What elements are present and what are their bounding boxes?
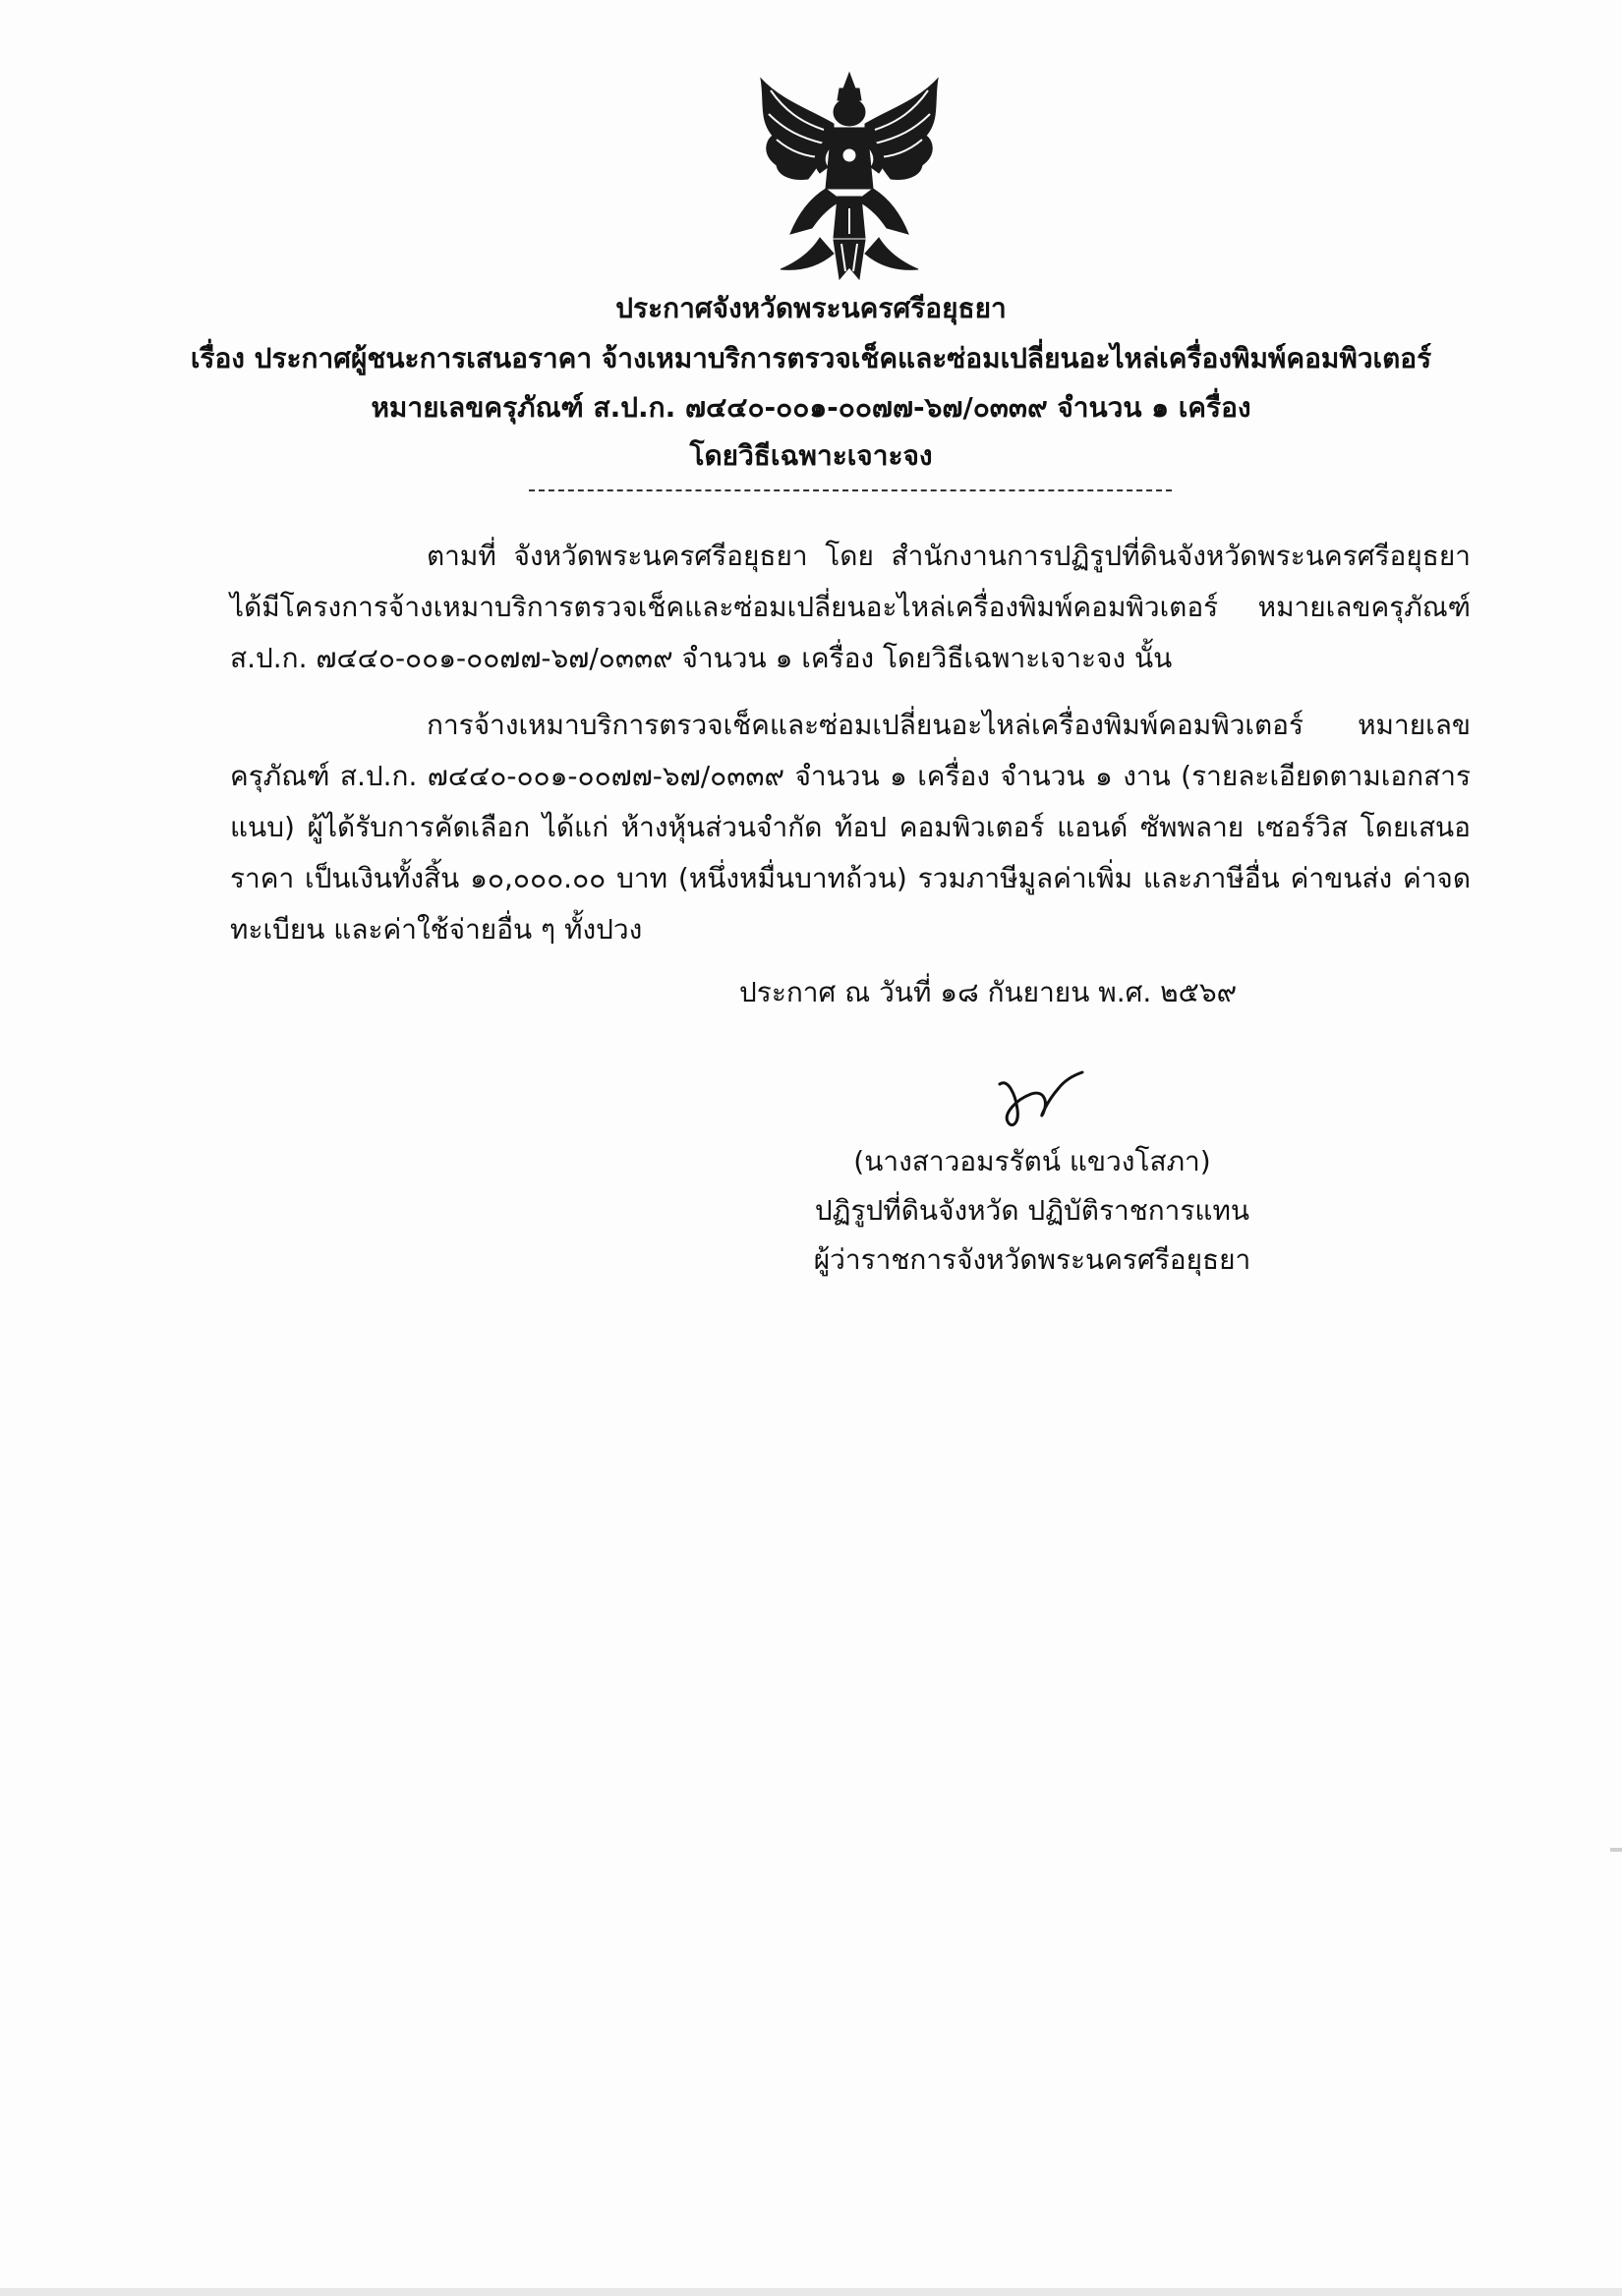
- announcement-subject: เรื่อง ประกาศผู้ชนะการเสนอราคา จ้างเหมาบริการตรวจเช็คและซ่อมเปลี่ยนอะไหล่เครื่องพิมพ์คอมพิวเตอร์: [190, 342, 1432, 374]
- body-paragraph-1-text: ตามที่ จังหวัดพระนครศรีอยุธยา โดย สำนักงานการปฏิรูปที่ดินจังหวัดพระนครศรีอยุธยา ได้มีโครงการจ้างเหมาบริการตรวจเช็คและซ่อมเปลี่ยนอะไหล่เครื่องพิมพ์คอมพิวเตอร์ หมายเลขครุภัณฑ์ ส.ป.ก. ๗๔๔๐-๐๐๑-๐๐๗๗-๖๗/๐๓๓๙ จำนวน ๑ เครื่อง โดยวิธีเฉพาะเจาะจง นั้น: [230, 540, 1471, 674]
- asset-number-line: หมายเลขครุภัณฑ์ ส.ป.ก. ๗๔๔๐-๐๐๑-๐๐๗๗-๖๗/๐๓๓๙ จำนวน ๑ เครื่อง: [371, 391, 1251, 424]
- procurement-method: โดยวิธีเฉพาะเจาะจง: [689, 439, 933, 472]
- scan-bottom-edge: [0, 2288, 1622, 2296]
- signatory-name: (นางสาวอมรรัตน์ แขวงโสภา): [853, 1145, 1211, 1177]
- announcement-title: ประกาศจังหวัดพระนครศรีอยุธยา: [615, 292, 1007, 324]
- body-paragraph-1: [230, 531, 1471, 684]
- body-paragraph-2: [230, 700, 1471, 955]
- body-paragraph-2-text: การจ้างเหมาบริการตรวจเช็คและซ่อมเปลี่ยนอะไหล่เครื่องพิมพ์คอมพิวเตอร์ หมายเลขครุภัณฑ์ ส.ป.ก. ๗๔๔๐-๐๐๑-๐๐๗๗-๖๗/๐๓๓๙ จำนวน ๑ เครื่อง จำนวน ๑ งาน (รายละเอียดตามเอกสารแนบ) ผู้ได้รับการคัดเลือก ได้แก่ ห้างหุ้นส่วนจำกัด ท้อป คอมพิวเตอร์ แอนด์ ซัพพลาย เซอร์วิส โดยเสนอราคา เป็นเงินทั้งสิ้น ๑๐,๐๐๐.๐๐ บาท (หนึ่งหมื่นบาทถ้วน) รวมภาษีมูลค่าเพิ่ม และภาษีอื่น ค่าขนส่ง ค่าจดทะเบียน และค่าใช้จ่ายอื่น ๆ ทั้งปวง: [230, 709, 1471, 946]
- header-divider: [529, 489, 1172, 491]
- garuda-emblem-icon: [751, 71, 948, 282]
- handwritten-signature: [988, 1064, 1086, 1133]
- signatory-position-line-1: ปฏิรูปที่ดินจังหวัด ปฏิบัติราชการแทน: [814, 1194, 1250, 1227]
- signatory-position-line-2: ผู้ว่าราชการจังหวัดพระนครศรีอยุธยา: [813, 1243, 1251, 1276]
- announcement-date: ประกาศ ณ วันที่ ๑๘ กันยายน พ.ศ. ๒๕๖๙: [739, 976, 1238, 1008]
- scan-edge-mark: [1610, 1848, 1622, 1852]
